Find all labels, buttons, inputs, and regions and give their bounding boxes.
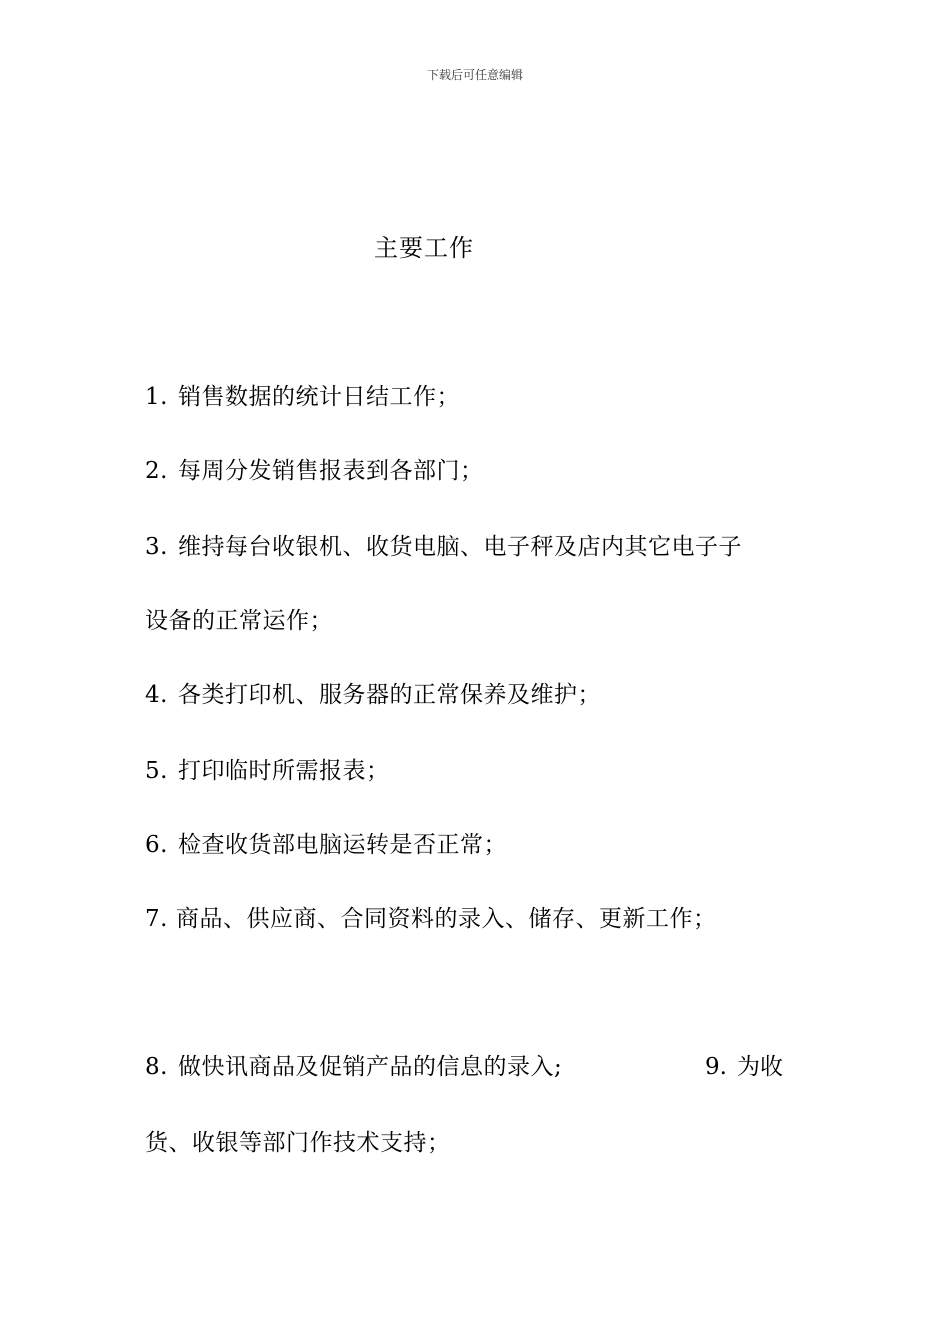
item-text: 检查收货部电脑运转是否正常； bbox=[177, 832, 507, 858]
list-item bbox=[145, 378, 460, 411]
item-text: 每周分发销售报表到各部门； bbox=[177, 458, 484, 484]
item-number: 3. bbox=[145, 534, 168, 560]
list-item bbox=[145, 1048, 562, 1081]
header-note: 下载后可任意编辑 bbox=[426, 68, 523, 82]
list-item bbox=[145, 452, 483, 485]
item-text: 为收 bbox=[736, 1054, 783, 1080]
item-number: 2. bbox=[145, 458, 168, 484]
list-item bbox=[145, 528, 742, 561]
item-text: 做快讯商品及促销产品的信息的录入; bbox=[177, 1054, 563, 1080]
list-item bbox=[705, 1048, 783, 1081]
item-number: 6. bbox=[145, 832, 168, 858]
list-item-continuation: 货、收银等部门作技术支持； bbox=[145, 1130, 451, 1156]
item-text: 商品、供应商、合同资料的录入、储存、更新工作； bbox=[175, 906, 717, 932]
list-item bbox=[145, 826, 507, 859]
list-item-continuation: 设备的正常运作； bbox=[145, 608, 333, 634]
item-text: 维持每台收银机、收货电脑、电子秤及店内其它电子子 bbox=[177, 534, 742, 560]
item-number: 5. bbox=[145, 758, 168, 784]
item-number: 1. bbox=[145, 384, 168, 410]
item-text: 销售数据的统计日结工作； bbox=[177, 384, 460, 410]
list-item bbox=[145, 752, 389, 785]
list-item bbox=[145, 900, 716, 933]
page-title: 主要工作 bbox=[374, 234, 474, 262]
list-item bbox=[145, 676, 601, 709]
item-number: 7. bbox=[145, 906, 168, 932]
item-text: 各类打印机、服务器的正常保养及维护； bbox=[177, 682, 601, 708]
item-text: 打印临时所需报表； bbox=[177, 758, 390, 784]
item-number: 4. bbox=[145, 682, 168, 708]
item-number: 8. bbox=[145, 1054, 168, 1080]
item-number: 9. bbox=[705, 1054, 727, 1080]
